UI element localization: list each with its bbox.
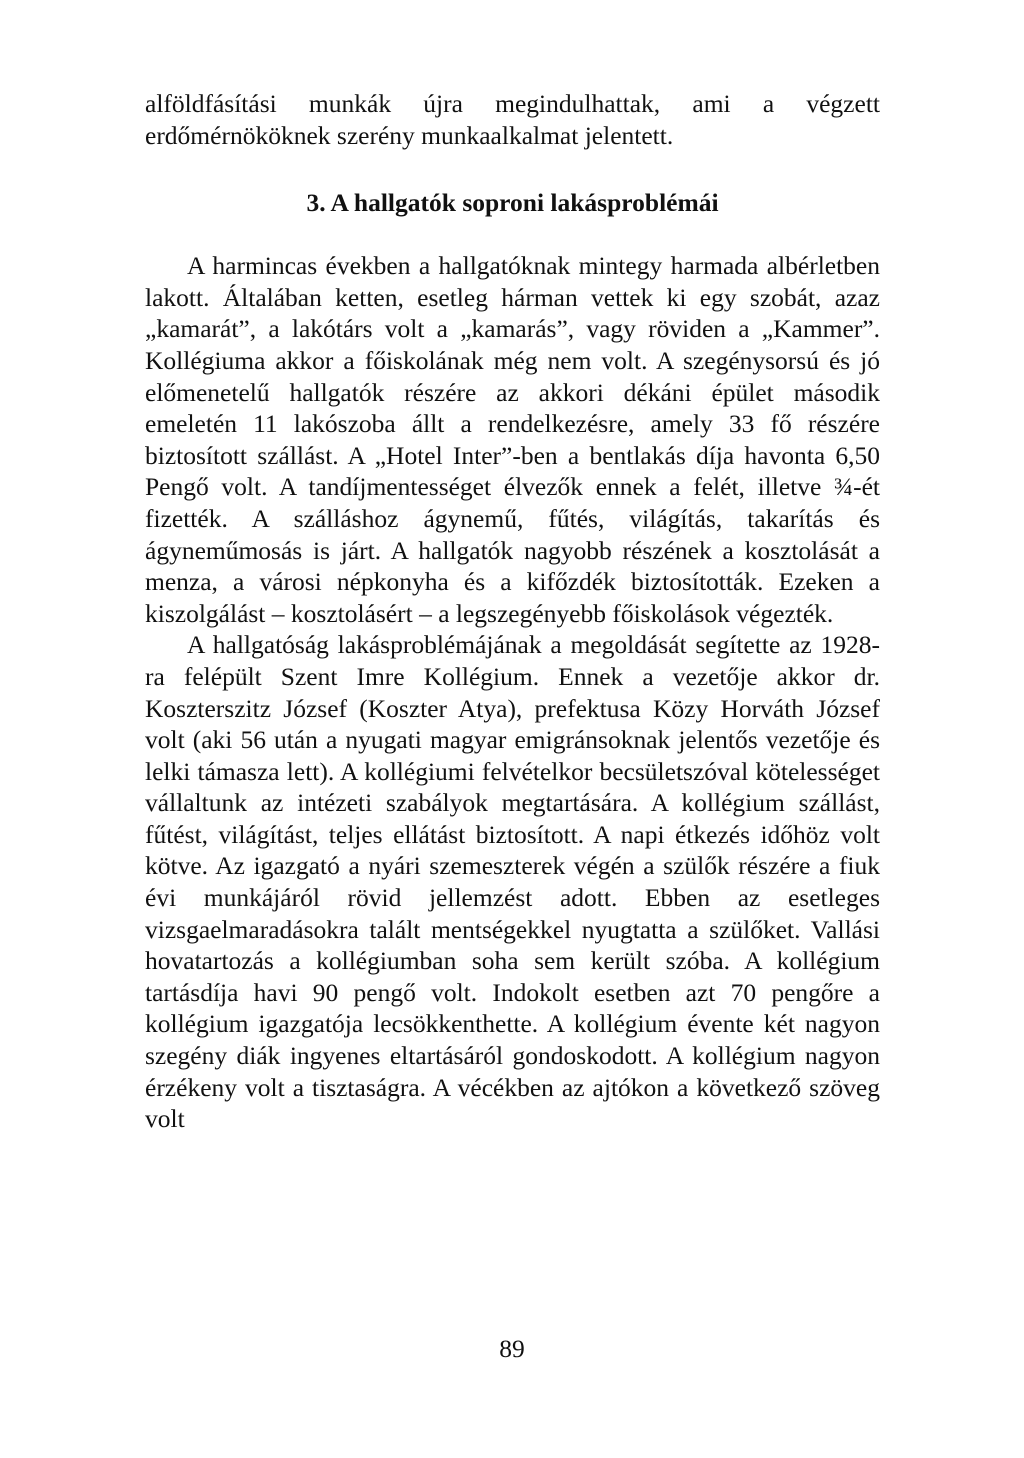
section-heading: 3. A hallgatók soproni lakásproblémái [306, 188, 719, 218]
page-body [145, 88, 880, 1135]
paragraph-carryover: alföldfásítási munkák újra megindulhattak, ami a végzett erdőmérnököknek szerény munkaalkalmat jelentett. [145, 89, 880, 150]
paragraph-college: A hallgatóság lakásproblémájának a megoldását segítette az 1928-ra felépült Szent Imre Kollégium. Ennek a vezetője akkor dr. Koszterszitz József (Koszter Atya), prefektusa Közy Horváth József volt (aki 56 után a nyugati magyar emigránsoknak jelentős vezetője és lelki támasza lett). A kollégiumi felvételkor becsületszóval kötelességet vállaltunk az intézeti szabályok megtartására. A kollégium szállást, fűtést, világítást, teljes ellátást biztosított. A napi étkezés időhöz volt kötve. Az igazgató a nyári szemeszterek végén a szülők részére a fiuk évi munkájáról rövid jellemzést adott. Ebben az esetleges vizsgaelmaradásokra talált mentségekkel nyugtatta a szülőket. Vallási hovatartozás a kollégiumban soha sem került szóba. A kollégium tartásdíja havi 90 pengő volt. Indokolt esetben azt 70 pengőre a kollégium igazgatója lecsökkenthette. A kollégium évente két nagyon szegény diák ingyenes eltartásáról gondoskodott. A kollégium nagyon érzékeny volt a tisztaságra. A vécékben az ajtókon a következő szöveg volt [145, 630, 880, 1134]
page-number: 89 [499, 1334, 525, 1363]
paragraph-housing: A harmincas években a hallgatóknak mintegy harmada albérletben lakott. Általában ketten, esetleg hárman vettek ki egy szobát, azaz „kamarát”, a lakótárs volt a „kamarás”, vagy röviden a „Kammer”. Kollégiuma akkor a főiskolának még nem volt. A szegénysorsú és jó előmenetelű hallgatók részére az akkori dékáni épület második emeletén 11 lakószoba állt a rendelkezésre, amely 33 fő részére biztosított szállást. A „Hotel Inter”-ben a bentlakás díja havonta 6,50 Pengő volt. A tandíjmentességet élvezők ennek a felét, illetve ¾-ét fizették. A szálláshoz ágynemű, fűtés, világítás, takarítás és ágyneműmosás is járt. A hallgatók nagyobb részének a kosztolását a menza, a városi népkonyha és a kifőzdék biztosították. Ezeken a kiszolgálást – kosztolásért – a legszegényebb főiskolások végezték. [145, 251, 880, 628]
